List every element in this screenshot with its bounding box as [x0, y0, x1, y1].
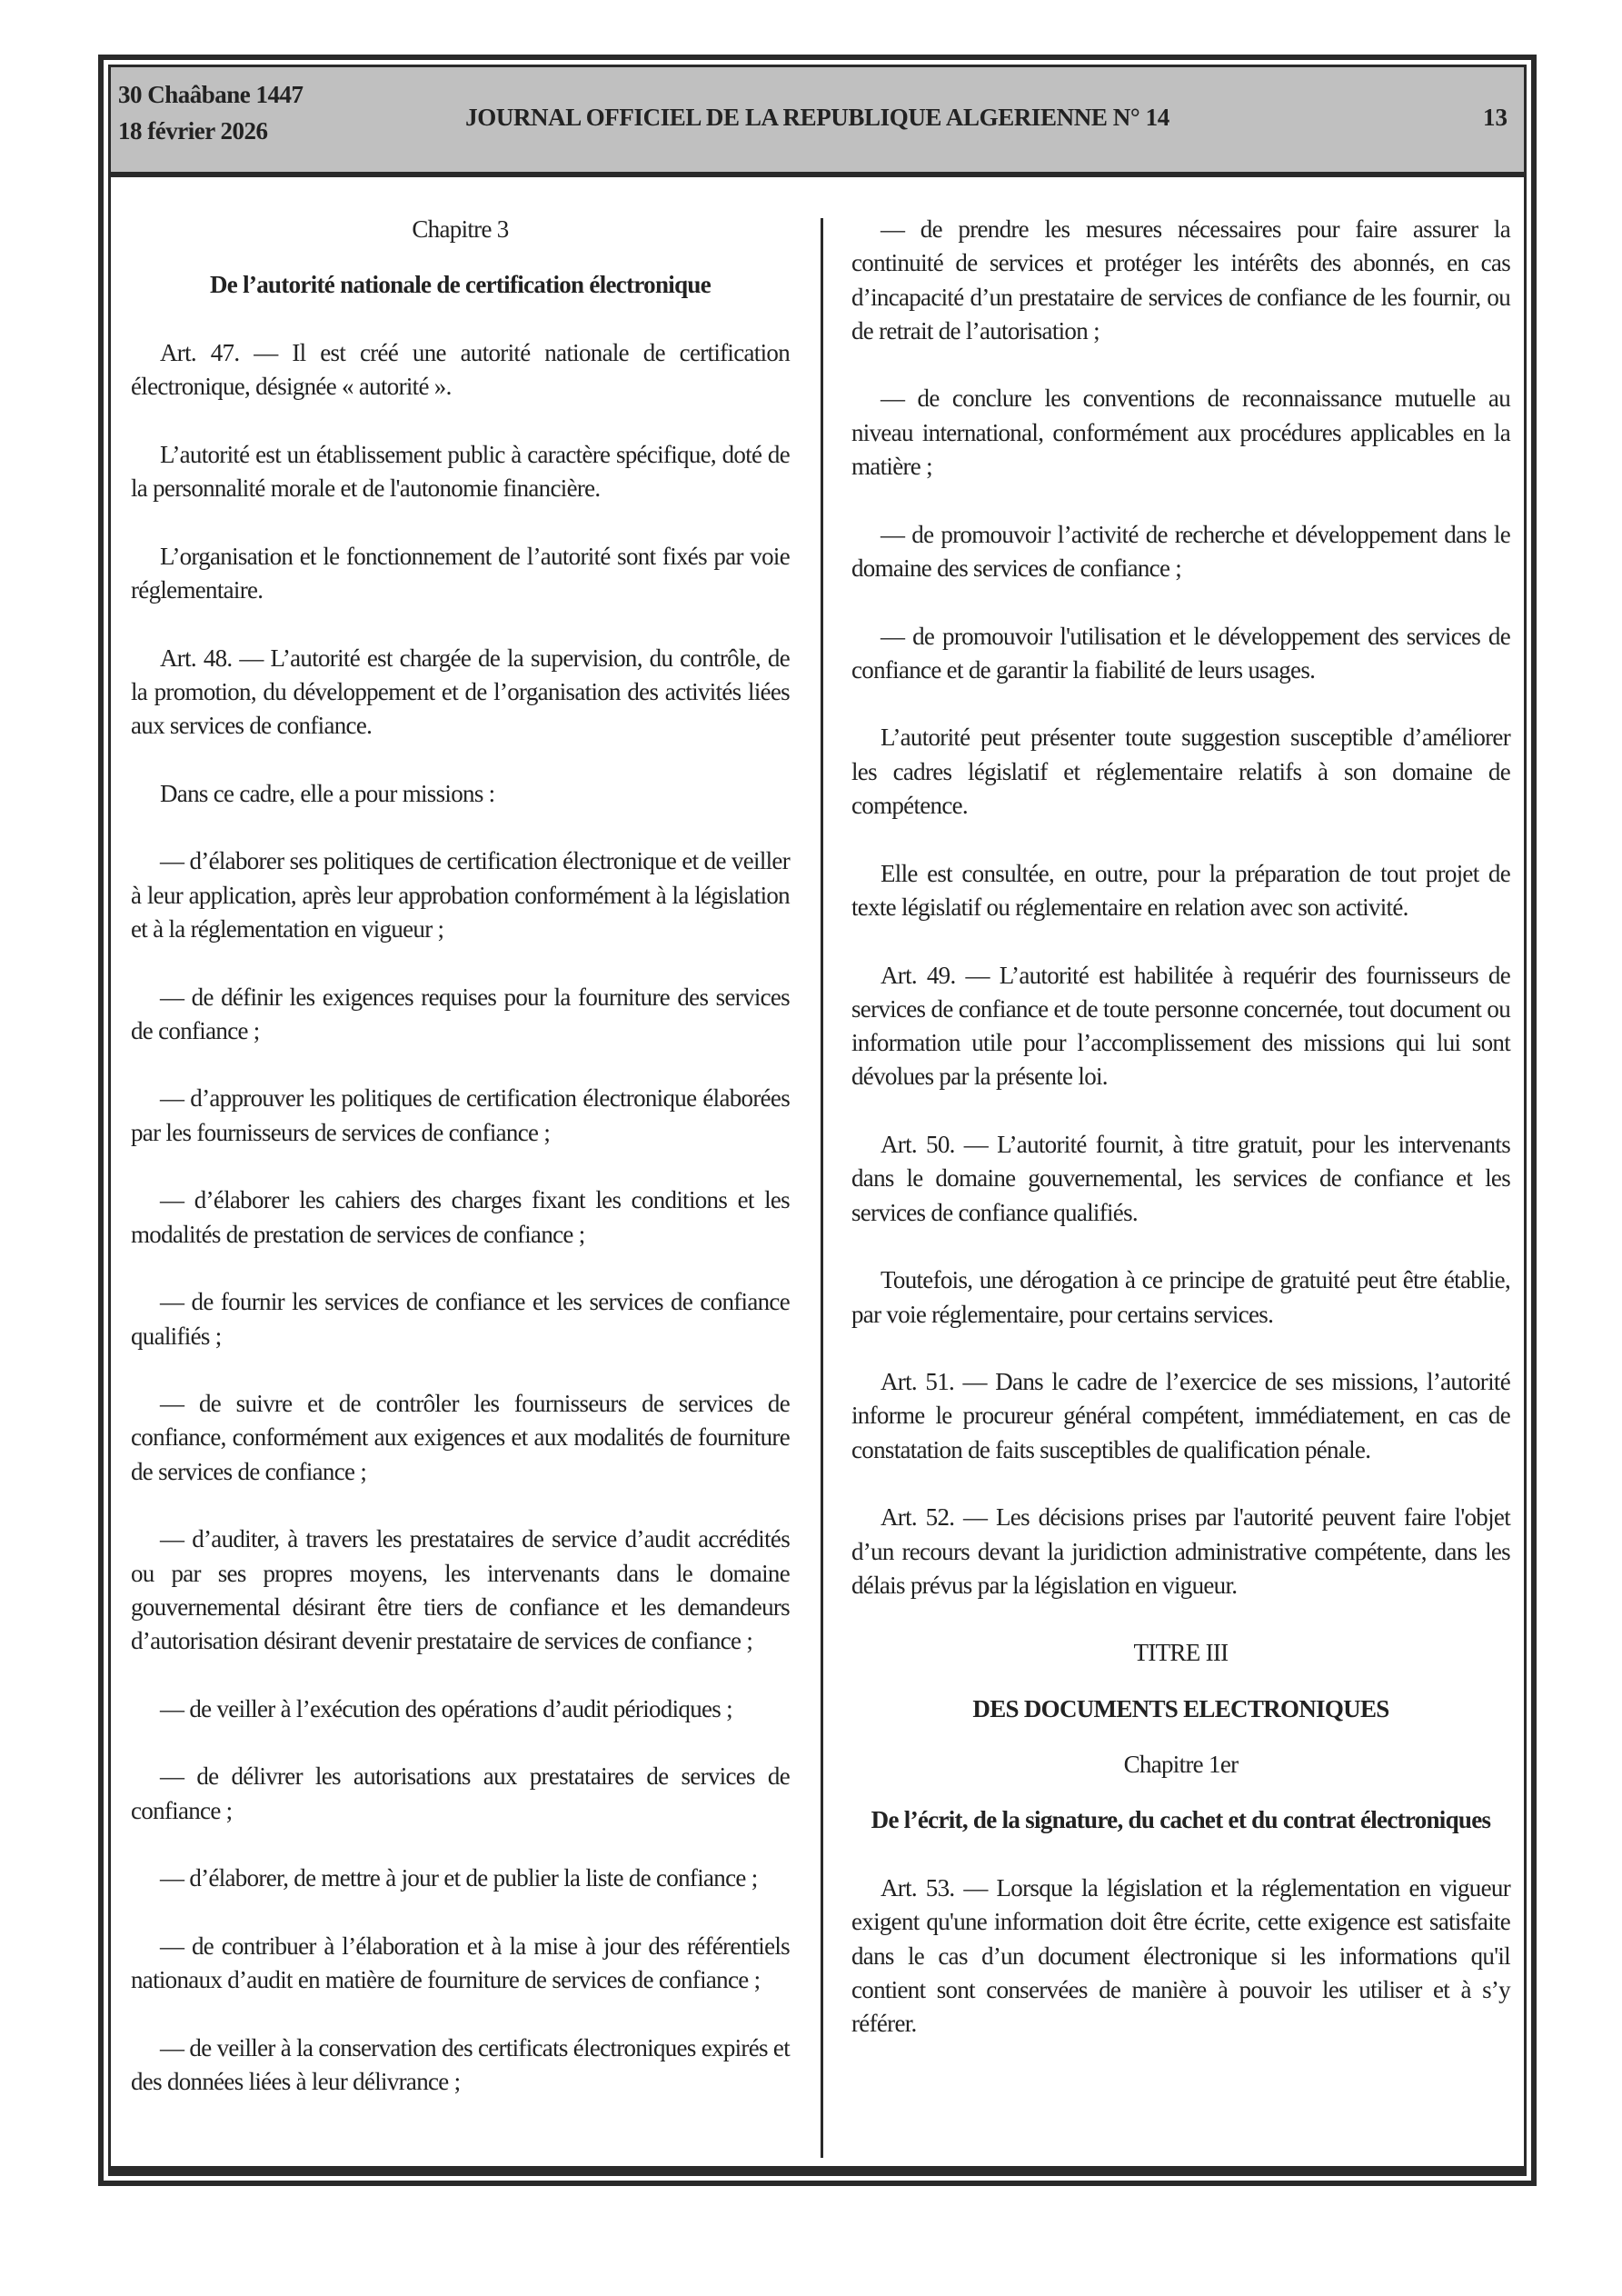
paragraph: L’organisation et le fonctionnement de l’autorité sont fixés par voie réglementaire.	[131, 542, 790, 604]
paragraph: — de suivre et de contrôler les fournisseurs de services de confiance, conformément aux exigences et aux modalités de fourniture de services de confiance ;	[131, 1390, 790, 1485]
paragraph: Art. 51. — Dans le cadre de l’exercice de ses missions, l’autorité informe le procureur général compétent, immédiatement, en cas de constatation de faits susceptibles de qualification pénale.	[851, 1368, 1510, 1463]
hijri-date: 30 Chaâbane 1447	[118, 81, 304, 108]
section-title: De l’autorité nationale de certification électronique	[209, 271, 711, 299]
paragraph: Art. 48. — L’autorité est chargée de la supervision, du contrôle, de la promotion, du développement et de l’organisation des activités liées aux services de confiance.	[131, 644, 790, 740]
paragraph: — de promouvoir l'utilisation et le développement des services de confiance et de garantir la fiabilité de leurs usages.	[851, 622, 1510, 684]
paragraph: Art. 50. — L’autorité fournit, à titre gratuit, pour les intervenants dans le domaine gouvernemental, les services de confiance et les services de confiance qualifiés.	[851, 1131, 1510, 1226]
page-inner-frame	[108, 65, 1527, 2176]
page-number: 13	[1483, 104, 1508, 131]
column-divider	[821, 218, 823, 2158]
section-heading: Chapitre 3	[412, 215, 509, 243]
paragraph: Dans ce cadre, elle a pour missions :	[160, 779, 495, 807]
paragraph: — d’élaborer les cahiers des charges fixant les conditions et les modalités de prestation de services de confiance ;	[131, 1186, 790, 1248]
section-heading: Chapitre 1er	[1123, 1751, 1239, 1779]
journal-header	[111, 67, 1524, 177]
paragraph: — de veiller à la conservation des certificats électroniques expirés et des données liées à leur délivrance ;	[131, 2033, 790, 2096]
paragraph: — de promouvoir l’activité de recherche et développement dans le domaine des services de confiance ;	[851, 520, 1510, 582]
paragraph: — de prendre les mesures nécessaires pour faire assurer la continuité de services et protéger les intérêts des abonnés, en cas d’incapacité d’un prestataire de services de confiance de les fournir, ou de retrait de l’autorisation ;	[851, 215, 1510, 344]
paragraph: L’autorité peut présenter toute suggestion susceptible d’améliorer les cadres législatif et réglementaire relatifs à son domaine de compétence.	[851, 724, 1510, 820]
page-frame	[98, 55, 1537, 2186]
paragraph: Art. 49. — L’autorité est habilitée à requérir des fournisseurs de services de confiance et de toute personne concernée, tout document ou information utile pour l’accomplissement des missions qui lui sont dévolues par la présente loi.	[851, 961, 1510, 1091]
paragraph: Art. 52. — Les décisions prises par l'autorité peuvent faire l'objet d’un recours devant la juridiction administrative compétente, dans les délais prévus par la législation en vigueur.	[851, 1503, 1510, 1599]
gregorian-date: 18 février 2026	[118, 117, 268, 145]
paragraph: — de contribuer à l’élaboration et à la mise à jour des référentiels nationaux d’audit en matière de fourniture de services de confiance ;	[131, 1932, 790, 1994]
section-heading: TITRE III	[1133, 1639, 1229, 1667]
paragraph: Art. 53. — Lorsque la législation et la réglementation en vigueur exigent qu'une information doit être écrite, cette exigence est satisfaite dans le cas d’un document électronique si les informations qu'il contient sont conservées de manière à pouvoir les utiliser et à s’y référer.	[851, 1873, 1510, 2038]
paragraph: Elle est consultée, en outre, pour la préparation de tout projet de texte législatif ou réglementaire en relation avec son activité.	[851, 859, 1510, 921]
section-title: De l’écrit, de la signature, du cachet et du contrat électroniques	[871, 1806, 1491, 1834]
section-title: DES DOCUMENTS ELECTRONIQUES	[972, 1694, 1389, 1722]
paragraph: Toutefois, une dérogation à ce principe de gratuité peut être établie, par voie réglementaire, pour certains services.	[851, 1266, 1510, 1328]
right-column	[851, 213, 1510, 2075]
journal-title: JOURNAL OFFICIEL DE LA REPUBLIQUE ALGERIENNE N° 14	[465, 104, 1169, 131]
paragraph: — d’approuver les politiques de certification électronique élaborées par les fournisseurs de services de confiance ;	[131, 1084, 790, 1146]
paragraph: — de veiller à l’exécution des opérations d’audit périodiques ;	[160, 1694, 732, 1722]
paragraph: — de fournir les services de confiance et les services de confiance qualifiés ;	[131, 1288, 790, 1350]
paragraph: — d’élaborer, de mettre à jour et de publier la liste de confiance ;	[160, 1864, 758, 1892]
paragraph: — d’élaborer ses politiques de certification électronique et de veiller à leur application, après leur approbation conformément à la législation et à la réglementation en vigueur ;	[131, 847, 790, 943]
paragraph: Art. 47. — Il est créé une autorité nationale de certification électronique, désignée « autorité ».	[131, 338, 790, 401]
paragraph: L’autorité est un établissement public à caractère spécifique, doté de la personnalité morale et de l'autonomie financière.	[131, 440, 790, 503]
paragraph: — de définir les exigences requises pour la fourniture des services de confiance ;	[131, 983, 790, 1044]
paragraph: — de délivrer les autorisations aux prestataires de services de confiance ;	[131, 1762, 790, 1824]
left-column	[131, 213, 790, 2133]
paragraph: — de conclure les conventions de reconnaissance mutuelle au niveau international, conformément aux procédures applicables en la matière ;	[851, 384, 1510, 481]
paragraph: — d’auditer, à travers les prestataires de service d’audit accrédités ou par ses propres moyens, les intervenants dans le domaine gouvernemental désirant être tiers de confiance et les demandeurs d’autorisation désirant devenir prestataire de services de confiance ;	[131, 1525, 790, 1655]
